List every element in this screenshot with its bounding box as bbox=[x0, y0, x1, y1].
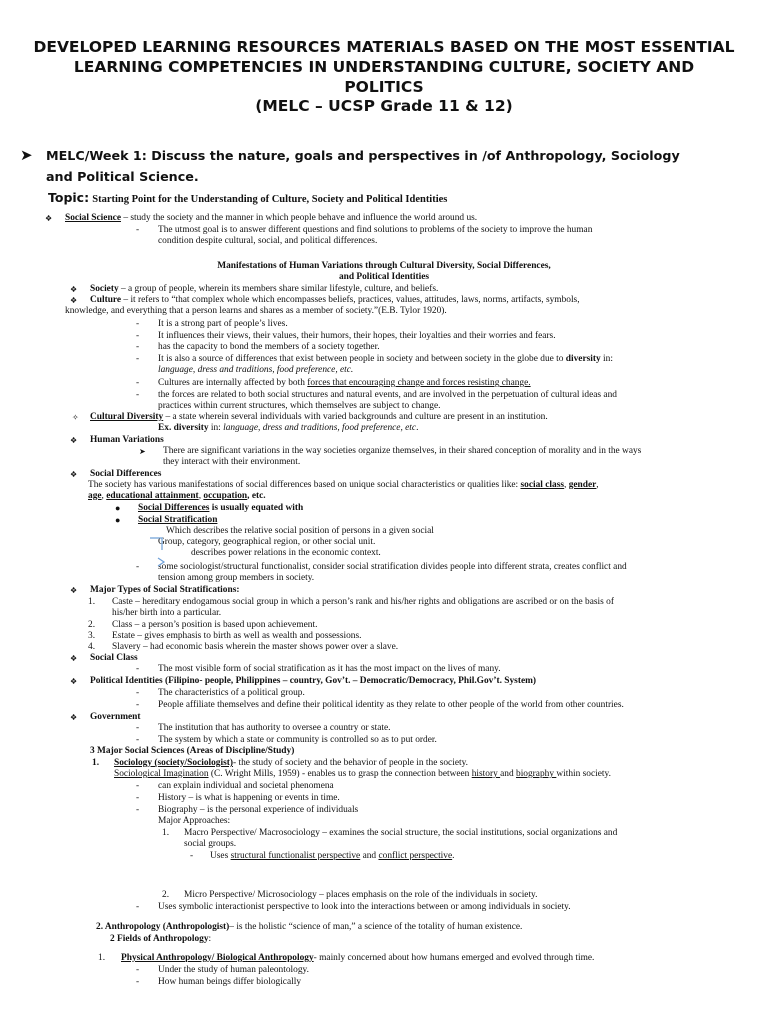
term-educational-attainment-inline: educational attainment bbox=[106, 491, 199, 501]
term-gender-inline: gender bbox=[568, 480, 597, 490]
uses-and: and bbox=[360, 851, 379, 861]
dash-bullet: - bbox=[136, 977, 140, 987]
dash-bullet: - bbox=[136, 700, 140, 710]
sociology-point-2: History – is what is happening or events in time. bbox=[158, 793, 340, 803]
physical-anthropology bbox=[121, 953, 594, 964]
term-sociology: Sociology (society/Sociologist) bbox=[114, 758, 233, 768]
dot-bullet-icon: ● bbox=[115, 503, 121, 513]
diamond-bullet-icon: ❖ bbox=[70, 713, 78, 722]
sociology-def-text: - the study of society and the behavior of people in the society. bbox=[233, 758, 469, 768]
social-differences-line-1 bbox=[88, 480, 599, 491]
term-social-class-inline: social class bbox=[520, 480, 564, 490]
melc-line-2: and Political Science. bbox=[46, 169, 199, 184]
culture-point-5 bbox=[158, 378, 531, 389]
culture-definition-line-1 bbox=[90, 295, 580, 306]
term-political-identities: Political Identities (Filipino- people, Philippines – country, Gov’t. – Democratic/Democracy, Phil.Gov’t. System) bbox=[90, 676, 537, 686]
example-end: . bbox=[416, 423, 419, 433]
list-item-estate: Estate – gives emphasis to birth as well as wealth and possessions. bbox=[112, 631, 362, 641]
culture-point-5-text: Cultures are internally affected by both bbox=[158, 378, 308, 388]
stratification-line-1: Which describes the relative social position of persons in a given social bbox=[166, 526, 434, 536]
cultural-diversity-def-text: – a state wherein several individuals with varied backgrounds and culture are present in an institution. bbox=[163, 412, 548, 422]
term-diversity: diversity bbox=[565, 354, 601, 364]
social-science-goal-line-1: The utmost goal is to answer different questions and find solutions to problems of the society to improve the human bbox=[158, 225, 593, 235]
manifestations-heading-1: Manifestations of Human Variations through Cultural Diversity, Social Differences, bbox=[217, 261, 551, 271]
political-point-2: People affiliate themselves and define their political identity as they relate to other people of the world from other countries. bbox=[158, 700, 624, 710]
dash-bullet: - bbox=[136, 902, 140, 912]
culture-point-5-underlined: forces that encouraging change and forces resisting change. bbox=[307, 378, 531, 388]
culture-point-1: It is a strong part of people’s lives. bbox=[158, 319, 288, 329]
culture-point-4-end: in: bbox=[600, 354, 613, 364]
term-government: Government bbox=[90, 712, 141, 722]
diamond-bullet-icon: ❖ bbox=[45, 214, 53, 223]
list-item-slavery: Slavery – had economic basis wherein the master shows power over a slave. bbox=[112, 642, 399, 652]
culture-point-4-examples: language, dress and traditions, food preference, etc. bbox=[158, 365, 354, 375]
melc-heading bbox=[20, 145, 736, 187]
social-differences-text: The society has various manifestations of social differences based on unique social characteristics or qualities like: bbox=[88, 480, 521, 490]
topic-line bbox=[48, 190, 447, 206]
micro-uses: Uses symbolic interactionist perspective to look into the interactions between or among individuals in society. bbox=[158, 902, 571, 912]
topic-text: Starting Point for the Understanding of Culture, Society and Political Identities bbox=[92, 194, 448, 205]
term-physical-anthropology: Physical Anthropology/ Biological Anthropology bbox=[121, 953, 314, 963]
micro-perspective: Micro Perspective/ Microsociology – places emphasis on the role of the individuals in society. bbox=[184, 890, 538, 900]
term-social-stratification: Social Stratification bbox=[138, 515, 218, 525]
diamond-bullet-icon: ❖ bbox=[70, 436, 78, 445]
cultural-diversity-example bbox=[158, 423, 418, 434]
human-variations-line-1: There are significant variations in the way societies organize themselves, in their shared conception of morality and in the ways bbox=[163, 446, 642, 456]
social-differences-equated bbox=[138, 503, 303, 514]
dash-bullet: - bbox=[136, 319, 140, 329]
diamond-bullet-icon: ❖ bbox=[70, 296, 78, 305]
culture-point-2: It influences their views, their values, their humors, their hopes, their loyalties and their worries and fears. bbox=[158, 331, 556, 341]
sociological-imagination bbox=[114, 769, 611, 780]
list-number: 3. bbox=[88, 631, 96, 641]
small-diamond-bullet-icon: ✧ bbox=[72, 413, 79, 422]
culture-point-3: has the capacity to bond the members of a society together. bbox=[158, 342, 380, 352]
dash-bullet: - bbox=[136, 342, 140, 352]
social-science-definition bbox=[65, 213, 477, 224]
topic-label: Topic: bbox=[48, 190, 90, 205]
uses-text: Uses bbox=[210, 851, 231, 861]
dash-bullet: - bbox=[136, 805, 140, 815]
si-text: (C. Wright Mills, 1959) - enables us to grasp the connection between bbox=[208, 769, 472, 779]
document-title-line-2: LEARNING COMPETENCIES IN UNDERSTANDING CULTURE, SOCIETY AND bbox=[73, 58, 695, 76]
annotation-arrow-icon bbox=[158, 558, 164, 566]
dash-bullet: - bbox=[136, 331, 140, 341]
list-number: 1. bbox=[98, 953, 106, 963]
social-sciences-heading: 3 Major Social Sciences (Areas of Discipline/Study) bbox=[90, 746, 295, 756]
stratification-line-5: tension among group members in society. bbox=[158, 573, 315, 583]
human-variations-line-2: they interact with their environment. bbox=[163, 457, 301, 467]
arrow-bullet-icon: ➤ bbox=[20, 146, 33, 164]
fields-colon: : bbox=[208, 934, 212, 944]
document-subtitle: (MELC – UCSP Grade 11 & 12) bbox=[255, 97, 513, 115]
separator: , bbox=[198, 491, 204, 501]
culture-point-6-line-2: practices within current structures, which themselves are subject to change. bbox=[158, 401, 441, 411]
list-number: 1. bbox=[92, 758, 100, 768]
si-end: within society. bbox=[556, 769, 611, 779]
document-title-line-3: POLITICS bbox=[344, 78, 424, 96]
example-text: language, dress and traditions, food preference, etc bbox=[223, 423, 417, 433]
list-number: 4. bbox=[88, 642, 96, 652]
term-conflict-perspective: conflict perspective bbox=[378, 851, 453, 861]
term-history: history bbox=[471, 769, 501, 779]
anthropology-def-text: – is the holistic “science of man,” a science of the totality of human existence. bbox=[229, 922, 523, 932]
list-number: 1. bbox=[162, 828, 170, 838]
physical-anthropology-def: - mainly concerned about how humans emerged and evolved through time. bbox=[313, 953, 595, 963]
term-human-variations: Human Variations bbox=[90, 435, 164, 445]
dash-bullet: - bbox=[136, 225, 140, 235]
uses-end: . bbox=[452, 851, 455, 861]
etc-text: , etc. bbox=[247, 491, 266, 501]
equated-text: is usually equated with bbox=[209, 503, 304, 513]
si-and: and bbox=[500, 769, 516, 779]
diamond-bullet-icon: ❖ bbox=[70, 586, 78, 595]
dash-bullet: - bbox=[136, 688, 140, 698]
society-definition bbox=[90, 284, 438, 295]
major-approaches-label: Major Approaches: bbox=[158, 816, 231, 826]
culture-point-6-line-1: the forces are related to both social structures and natural events, and are involved in the perpetuation of cultural ideas and bbox=[158, 390, 617, 400]
list-item-caste: Caste – hereditary endogamous social group in which a person’s rank and his/her rights and obligations are ascribed or on the basis of bbox=[112, 597, 614, 607]
term-culture: Culture bbox=[90, 295, 122, 305]
government-point-1: The institution that has authority to oversee a country or state. bbox=[158, 723, 391, 733]
macro-perspective-line-1: Macro Perspective/ Macrosociology – examines the social structure, the social institutions, social organizations and bbox=[184, 828, 618, 838]
dash-bullet: - bbox=[136, 723, 140, 733]
list-item-class: Class – a person’s position is based upon achievement. bbox=[112, 620, 318, 630]
term-occupation-inline: occupation bbox=[203, 491, 248, 501]
term-structural-functionalist: structural functionalist perspective bbox=[230, 851, 361, 861]
stratification-line-4: some sociologist/structural functionalist, consider social stratification divides people into different strata, creates conflict and bbox=[158, 562, 627, 572]
term-social-differences: Social Differences bbox=[90, 469, 162, 479]
sociology-point-3: Biography – is the personal experience of individuals bbox=[158, 805, 359, 815]
stratification-line-2: Group, category, geographical region, or other social unit. bbox=[158, 537, 376, 547]
anthropology-definition bbox=[96, 922, 522, 933]
term-age-inline: age bbox=[88, 491, 102, 501]
dash-bullet: - bbox=[136, 562, 140, 572]
cultural-diversity-definition bbox=[90, 412, 548, 423]
term-social-class: Social Class bbox=[90, 653, 138, 663]
fields-heading: 2 Fields of Anthropology bbox=[110, 934, 209, 944]
political-point-1: The characteristics of a political group. bbox=[158, 688, 305, 698]
separator: , bbox=[101, 491, 107, 501]
diamond-bullet-icon: ❖ bbox=[70, 285, 78, 294]
culture-point-4-text: It is also a source of differences that exist between people in society and between society in the globe due to bbox=[158, 354, 566, 364]
arrow-bullet-icon: ➤ bbox=[139, 447, 146, 456]
list-item-caste-cont: his/her birth into a particular. bbox=[112, 608, 222, 618]
dash-bullet: - bbox=[136, 793, 140, 803]
social-differences-line-2 bbox=[88, 491, 266, 502]
dot-bullet-icon: ● bbox=[115, 515, 121, 525]
manifestations-heading-2: and Political Identities bbox=[338, 272, 430, 282]
example-in: in: bbox=[208, 423, 224, 433]
government-point-2: The system by which a state or community is controlled so as to put order. bbox=[158, 735, 437, 745]
dash-bullet: - bbox=[136, 735, 140, 745]
dash-bullet: - bbox=[136, 664, 140, 674]
culture-def-text: – it refers to “that complex whole which encompasses beliefs, practices, values, attitudes, laws, norms, artifacts, symbols, bbox=[121, 295, 580, 305]
social-science-def-text: – study the society and the manner in which people behave and influence the world around us. bbox=[120, 213, 478, 223]
term-cultural-diversity: Cultural Diversity bbox=[90, 412, 164, 422]
term-social-science: Social Science bbox=[65, 213, 121, 223]
term-society: Society bbox=[90, 284, 119, 294]
dash-bullet: - bbox=[136, 354, 140, 364]
list-number: 2. bbox=[88, 620, 96, 630]
fields-of-anthropology bbox=[110, 934, 211, 945]
dash-bullet: - bbox=[136, 781, 140, 791]
diamond-bullet-icon: ❖ bbox=[70, 677, 78, 686]
social-science-goal-line-2: condition despite cultural, social, and political differences. bbox=[158, 236, 378, 246]
term-anthropology: 2. Anthropology (Anthropologist) bbox=[96, 922, 230, 932]
annotation-bracket-icon bbox=[150, 538, 162, 550]
society-def-text: – a group of people, wherein its members share similar lifestyle, culture, and beliefs. bbox=[118, 284, 439, 294]
social-class-point-1: The most visible form of social stratification as it has the most impact on the lives of many. bbox=[158, 664, 501, 674]
diamond-bullet-icon: ❖ bbox=[70, 654, 78, 663]
list-number: 2. bbox=[162, 890, 170, 900]
example-label: Ex. diversity bbox=[158, 423, 209, 433]
term-social-differences-bullet: Social Differences bbox=[138, 503, 210, 513]
macro-perspective-line-2: social groups. bbox=[184, 839, 237, 849]
physical-point-1: Under the study of human paleontology. bbox=[158, 965, 309, 975]
macro-uses bbox=[210, 851, 454, 862]
term-biography: biography bbox=[516, 769, 557, 779]
document-title-line-1: DEVELOPED LEARNING RESOURCES MATERIALS BASED ON THE MOST ESSENTIAL bbox=[33, 38, 735, 56]
dash-bullet: - bbox=[136, 965, 140, 975]
sociology-definition bbox=[114, 758, 468, 769]
dash-bullet: - bbox=[136, 378, 140, 388]
dash-bullet: - bbox=[136, 390, 140, 400]
sociology-point-1: can explain individual and societal phenomena bbox=[158, 781, 334, 791]
dash-bullet: - bbox=[190, 851, 194, 861]
culture-definition-line-2: knowledge, and everything that a person learns and shares as a member of society.”(E.B. Tylor 1920). bbox=[65, 306, 447, 316]
diamond-bullet-icon: ❖ bbox=[70, 470, 78, 479]
melc-line-1: MELC/Week 1: Discuss the nature, goals and perspectives in /of Anthropology, Sociology bbox=[46, 148, 680, 163]
list-number: 1. bbox=[88, 597, 96, 607]
term-sociological-imagination: Sociological Imagination bbox=[114, 769, 209, 779]
separator: , bbox=[564, 480, 569, 490]
separator: , bbox=[596, 480, 599, 490]
stratification-line-3: describes power relations in the economic context. bbox=[191, 548, 381, 558]
annotation-marks bbox=[148, 536, 172, 584]
physical-point-2: How human beings differ biologically bbox=[158, 977, 302, 987]
culture-point-4 bbox=[158, 354, 613, 365]
term-major-types: Major Types of Social Stratifications: bbox=[90, 585, 240, 595]
